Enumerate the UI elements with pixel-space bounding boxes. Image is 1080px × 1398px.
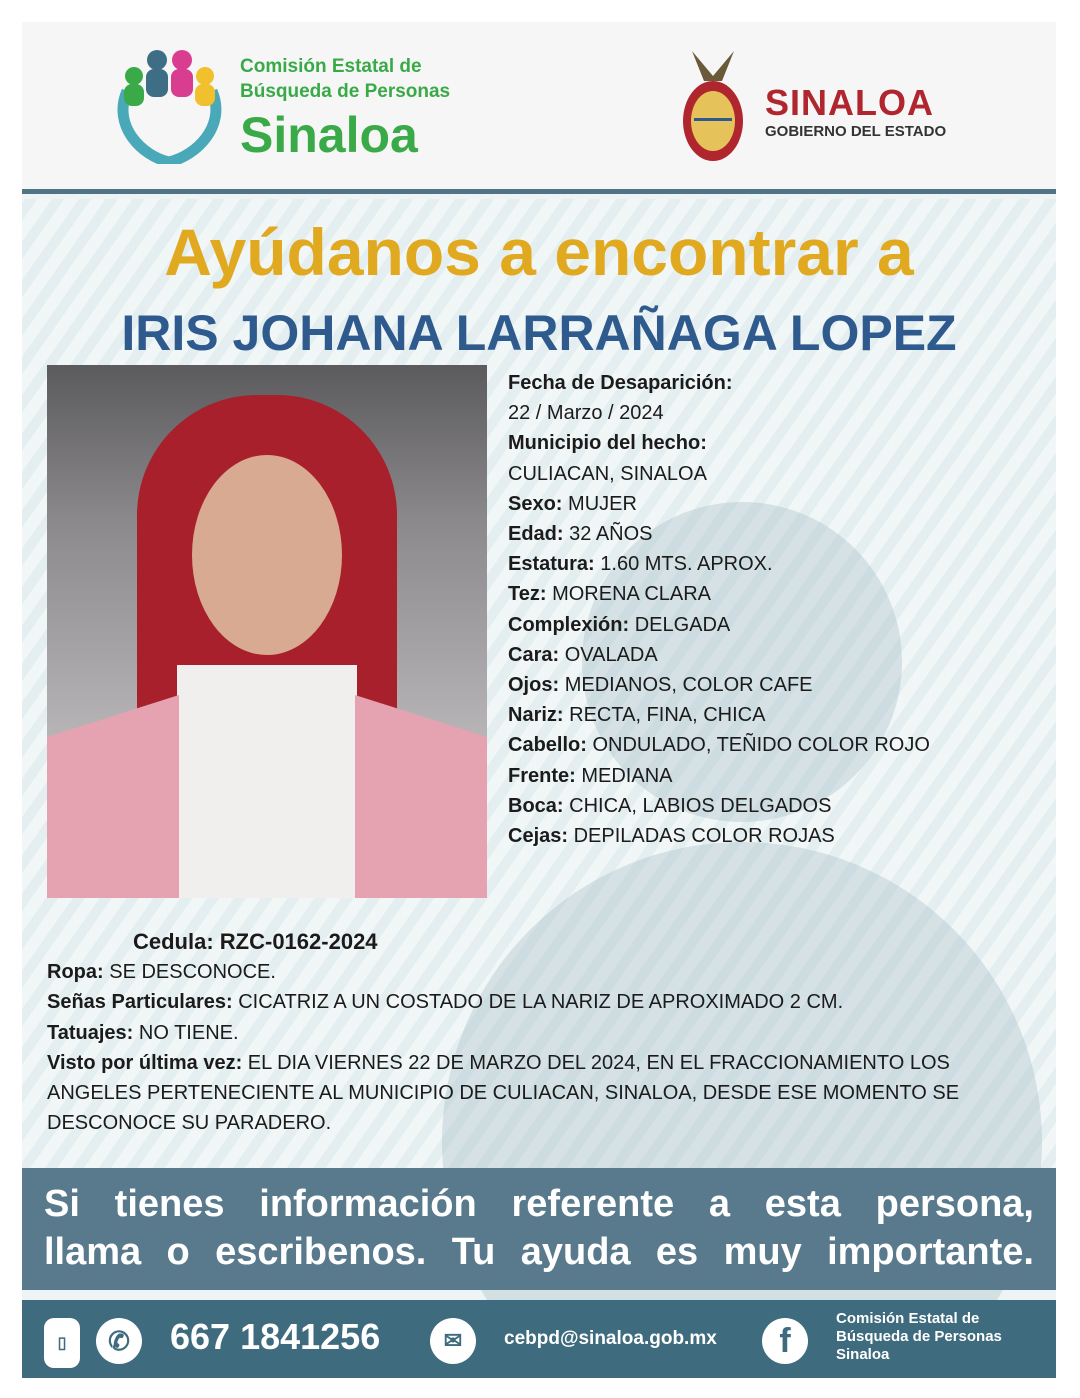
- detail-value: SE DESCONOCE.: [109, 961, 276, 984]
- detail-row: [508, 610, 930, 640]
- detail-value: MEDIANOS, COLOR CAFE: [564, 674, 813, 697]
- detail-label: Cara:: [508, 643, 560, 666]
- header: [22, 22, 1056, 194]
- detail-label: Ojos:: [508, 674, 560, 697]
- phone-number[interactable]: 667 1841256: [170, 1316, 381, 1357]
- detail-row: [508, 700, 930, 730]
- detail-row: [508, 368, 930, 428]
- person-photo: [47, 365, 487, 898]
- org-name: Sinaloa: [240, 107, 418, 163]
- detail-label: Sexo:: [508, 492, 563, 515]
- detail-row: [508, 821, 930, 851]
- detail-label: Estatura:: [508, 553, 595, 576]
- detail-label: Complexión:: [508, 613, 630, 636]
- detail-label: Nariz:: [508, 704, 564, 727]
- detail-value: CHICA, LABIOS DELGADOS: [569, 794, 832, 817]
- phone-icon: ▯: [44, 1318, 80, 1368]
- detail-value: ONDULADO, TEÑIDO COLOR ROJO: [592, 734, 930, 757]
- detail-row: [47, 1018, 1007, 1048]
- banner-line: llama o escribenos. Tu ayuda es muy importante.: [44, 1231, 1034, 1273]
- detail-value: MEDIANA: [581, 764, 673, 787]
- detail-value: 22 / Marzo / 2024: [508, 402, 664, 425]
- facebook-page[interactable]: Comisión Estatal de Búsqueda de Personas Sinaloa: [836, 1310, 1002, 1363]
- detail-value: MUJER: [568, 492, 637, 515]
- detail-row: [508, 519, 930, 549]
- detail-row: [47, 957, 1007, 987]
- detail-value: MORENA CLARA: [552, 583, 712, 606]
- facebook-icon[interactable]: f: [762, 1318, 808, 1364]
- cbp-logo-icon: [112, 46, 227, 164]
- detail-row: [47, 987, 1007, 1017]
- whatsapp-icon[interactable]: ✆: [96, 1318, 142, 1364]
- detail-row: [508, 428, 930, 488]
- detail-row: [508, 549, 930, 579]
- contact-footer: [22, 1300, 1056, 1378]
- cedula: Cedula: RZC-0162-2024: [133, 929, 378, 954]
- detail-label: Visto por última vez:: [47, 1051, 243, 1074]
- banner-line: Si tienes información referente a esta persona,: [44, 1183, 1034, 1225]
- missing-person-poster: [22, 22, 1056, 1378]
- detail-row: [47, 1048, 1007, 1139]
- org-title: Comisión Estatal de Búsqueda de Personas: [240, 56, 451, 102]
- detail-value: OVALADA: [564, 643, 658, 666]
- person-details: [508, 368, 930, 851]
- additional-details: [47, 927, 1007, 1138]
- gov-name: SINALOA: [765, 82, 934, 123]
- email-icon: ✉: [430, 1318, 476, 1364]
- call-to-action-banner: [22, 1168, 1056, 1290]
- detail-value: DELGADA: [634, 613, 731, 636]
- detail-row: [508, 761, 930, 791]
- email-address[interactable]: cebpd@sinaloa.gob.mx: [504, 1328, 717, 1349]
- sinaloa-seal-icon: [682, 46, 744, 164]
- detail-value: CICATRIZ A UN COSTADO DE LA NARIZ DE APROXIMADO 2 CM.: [238, 991, 844, 1014]
- detail-label: Boca:: [508, 794, 564, 817]
- detail-row: [508, 730, 930, 760]
- detail-row: [508, 640, 930, 670]
- detail-label: Cejas:: [508, 825, 569, 848]
- detail-value: 1.60 MTS. APROX.: [600, 553, 773, 576]
- detail-label: Señas Particulares:: [47, 991, 233, 1014]
- detail-value: DEPILADAS COLOR ROJAS: [573, 825, 835, 848]
- detail-value: RECTA, FINA, CHICA: [569, 704, 766, 727]
- detail-value: NO TIENE.: [138, 1021, 239, 1044]
- detail-value: EL DIA VIERNES 22 DE MARZO DEL 2024, EN EL FRACCIONAMIENTO LOS ANGELES PERTENECIENTE AL MUNICIPIO DE CULIACAN, SINALOA, DESDE ESE MOMENTO SE DESCONOCE SU PARADERO.: [47, 1051, 960, 1135]
- detail-label: Tez:: [508, 583, 547, 606]
- detail-label: Edad:: [508, 523, 564, 546]
- gov-subtitle: GOBIERNO DEL ESTADO: [765, 123, 947, 140]
- detail-label: Municipio del hecho:: [508, 432, 707, 455]
- detail-row: [508, 489, 930, 519]
- person-name: IRIS JOHANA LARRAÑAGA LOPEZ: [121, 305, 957, 361]
- detail-row: [508, 579, 930, 609]
- detail-label: Cabello:: [508, 734, 587, 757]
- detail-label: Tatuajes:: [47, 1021, 134, 1044]
- detail-value: CULIACAN, SINALOA: [508, 462, 707, 485]
- poster-title: Ayúdanos a encontrar a: [164, 215, 914, 289]
- detail-label: Fecha de Desaparición:: [508, 372, 733, 394]
- detail-row: [508, 670, 930, 700]
- detail-label: Frente:: [508, 764, 576, 787]
- detail-label: Ropa:: [47, 961, 104, 984]
- detail-row: [508, 791, 930, 821]
- detail-value: 32 AÑOS: [569, 523, 653, 546]
